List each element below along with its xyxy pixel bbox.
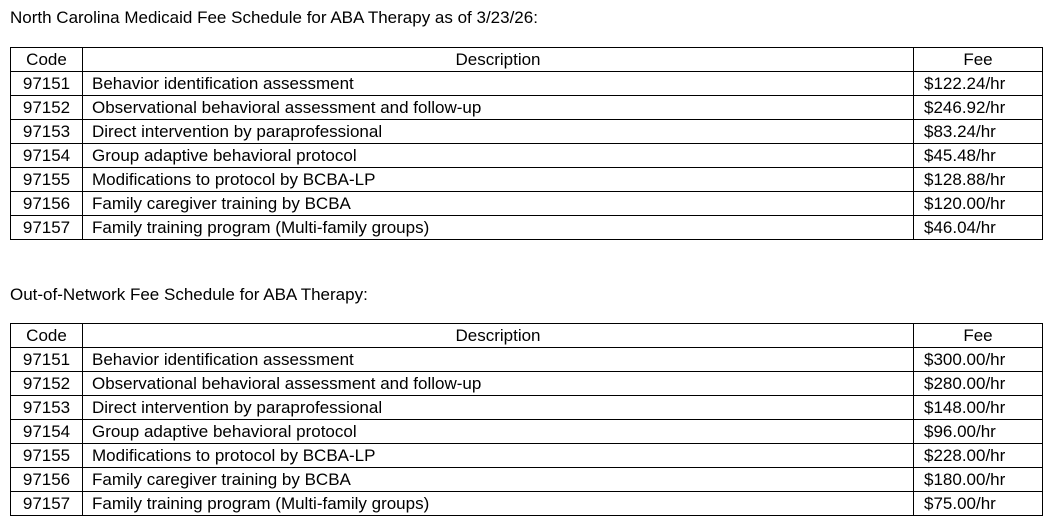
row-code-cell: 97152 — [11, 372, 83, 396]
row-fee-cell: $120.00/hr — [914, 192, 1043, 216]
row-fee-cell: $45.48/hr — [914, 144, 1043, 168]
row-description-cell: Direct intervention by paraprofessional — [83, 120, 914, 144]
table-row — [11, 72, 1043, 96]
row-fee-cell: $148.00/hr — [914, 396, 1043, 420]
medicaid-fee-table — [10, 47, 1043, 240]
table-row — [11, 96, 1043, 120]
row-code-cell: 97153 — [11, 396, 83, 420]
table-row — [11, 348, 1043, 372]
row-fee-cell: $300.00/hr — [914, 348, 1043, 372]
table-row — [11, 144, 1043, 168]
row-fee-cell: $83.24/hr — [914, 120, 1043, 144]
row-code-cell: 97156 — [11, 468, 83, 492]
table-row — [11, 168, 1043, 192]
column-header-description: Description — [83, 48, 914, 72]
row-code-cell: 97152 — [11, 96, 83, 120]
table-row — [11, 444, 1043, 468]
row-description-cell: Modifications to protocol by BCBA-LP — [83, 168, 914, 192]
row-description-cell: Observational behavioral assessment and follow-up — [83, 96, 914, 120]
column-header-code: Code — [11, 48, 83, 72]
table-header-row — [11, 324, 1043, 348]
row-fee-cell: $246.92/hr — [914, 96, 1043, 120]
out-of-network-fee-table — [10, 323, 1043, 516]
row-description-cell: Behavior identification assessment — [83, 72, 914, 96]
medicaid-fee-schedule-heading: North Carolina Medicaid Fee Schedule for ABA Therapy as of 3/23/26: — [10, 8, 538, 27]
row-description-cell: Family training program (Multi-family groups) — [83, 216, 914, 240]
table-row — [11, 120, 1043, 144]
row-code-cell: 97157 — [11, 492, 83, 516]
row-code-cell: 97154 — [11, 144, 83, 168]
row-description-cell: Direct intervention by paraprofessional — [83, 396, 914, 420]
row-fee-cell: $75.00/hr — [914, 492, 1043, 516]
table-row — [11, 468, 1043, 492]
row-code-cell: 97153 — [11, 120, 83, 144]
row-description-cell: Group adaptive behavioral protocol — [83, 144, 914, 168]
row-description-cell: Family caregiver training by BCBA — [83, 468, 914, 492]
table-row — [11, 492, 1043, 516]
row-code-cell: 97155 — [11, 444, 83, 468]
row-fee-cell: $228.00/hr — [914, 444, 1043, 468]
row-code-cell: 97157 — [11, 216, 83, 240]
row-code-cell: 97151 — [11, 348, 83, 372]
row-description-cell: Behavior identification assessment — [83, 348, 914, 372]
row-code-cell: 97155 — [11, 168, 83, 192]
row-description-cell: Family caregiver training by BCBA — [83, 192, 914, 216]
row-fee-cell: $96.00/hr — [914, 420, 1043, 444]
row-description-cell: Family training program (Multi-family groups) — [83, 492, 914, 516]
out-of-network-fee-schedule-heading: Out-of-Network Fee Schedule for ABA Therapy: — [10, 285, 368, 304]
table-row — [11, 192, 1043, 216]
column-header-description: Description — [83, 324, 914, 348]
row-fee-cell: $122.24/hr — [914, 72, 1043, 96]
table-row — [11, 372, 1043, 396]
row-description-cell: Observational behavioral assessment and follow-up — [83, 372, 914, 396]
row-description-cell: Group adaptive behavioral protocol — [83, 420, 914, 444]
row-code-cell: 97154 — [11, 420, 83, 444]
row-description-cell: Modifications to protocol by BCBA-LP — [83, 444, 914, 468]
row-code-cell: 97156 — [11, 192, 83, 216]
row-fee-cell: $46.04/hr — [914, 216, 1043, 240]
row-fee-cell: $180.00/hr — [914, 468, 1043, 492]
table-row — [11, 216, 1043, 240]
table-row — [11, 420, 1043, 444]
column-header-code: Code — [11, 324, 83, 348]
row-fee-cell: $128.88/hr — [914, 168, 1043, 192]
column-header-fee: Fee — [914, 324, 1043, 348]
row-fee-cell: $280.00/hr — [914, 372, 1043, 396]
column-header-fee: Fee — [914, 48, 1043, 72]
table-row — [11, 396, 1043, 420]
table-header-row — [11, 48, 1043, 72]
row-code-cell: 97151 — [11, 72, 83, 96]
